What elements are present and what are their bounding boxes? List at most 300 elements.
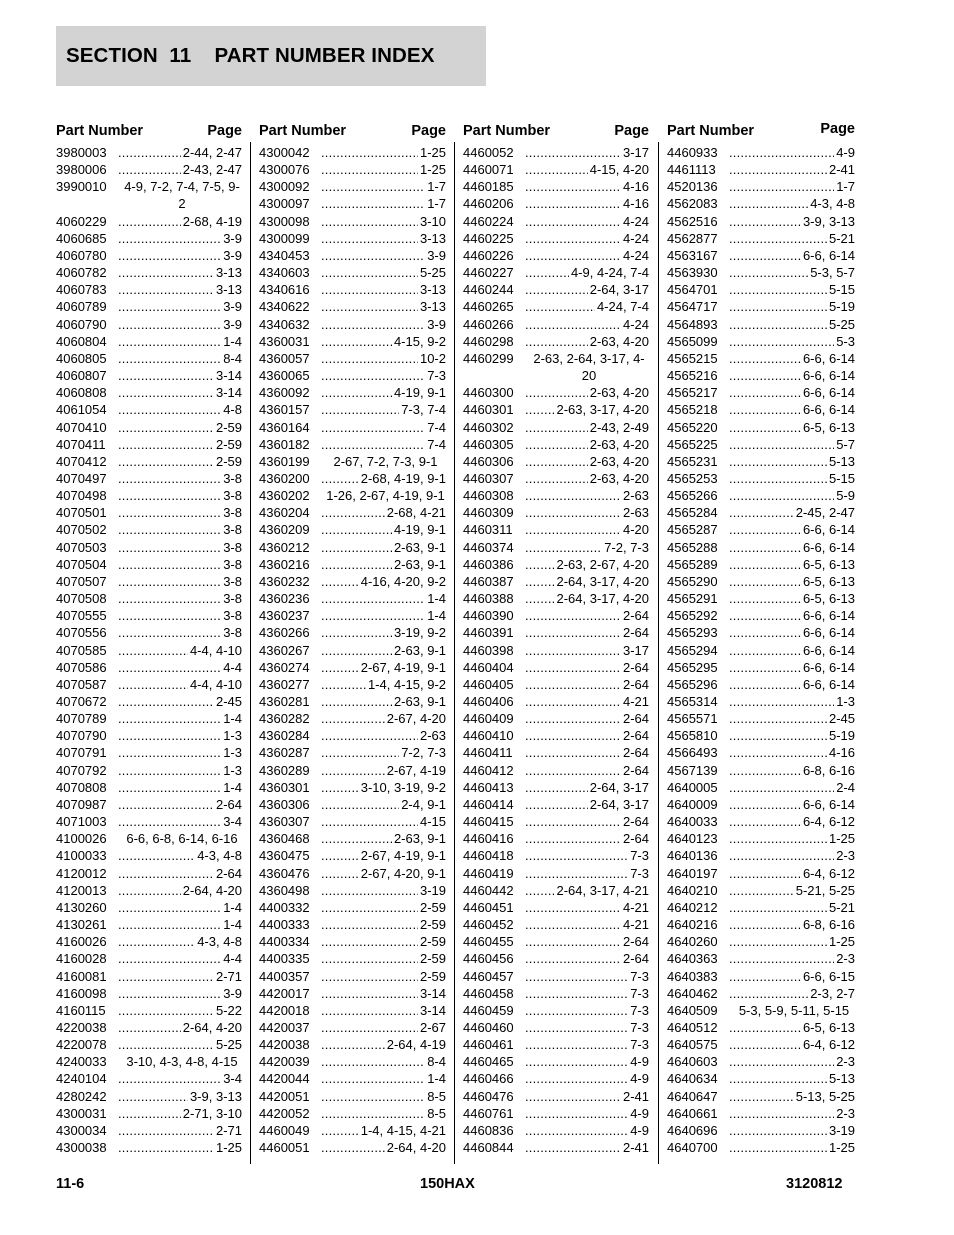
page-value: 2-64	[622, 762, 649, 778]
page-value: 6-8, 6-16	[802, 917, 855, 933]
page-reference	[525, 659, 649, 676]
index-row	[463, 899, 649, 916]
index-row	[667, 487, 855, 504]
page-reference	[729, 899, 855, 916]
dot-leader	[525, 642, 621, 659]
page-reference	[321, 590, 446, 607]
page-value: 2-63	[622, 488, 649, 504]
page-reference	[321, 693, 446, 710]
dot-leader	[321, 1019, 418, 1036]
dot-leader	[321, 779, 359, 796]
part-number: 4340622	[259, 299, 310, 315]
page-reference	[321, 436, 446, 453]
index-row	[463, 573, 649, 590]
part-number: 4070504	[56, 556, 107, 572]
index-row	[56, 144, 242, 161]
part-number: 4300099	[259, 230, 310, 246]
dot-leader	[729, 950, 834, 967]
dot-leader	[525, 813, 621, 830]
page-reference	[525, 178, 649, 195]
index-column-1	[56, 119, 242, 1156]
page-value: 2-45, 2-47	[795, 505, 855, 521]
page-reference	[525, 264, 649, 281]
index-row	[667, 419, 855, 436]
page-value: 2-63, 9-1	[393, 539, 446, 555]
section-title: PART NUMBER INDEX	[214, 44, 435, 67]
part-number: 4060229	[56, 213, 107, 229]
page-reference	[525, 916, 649, 933]
page-value: 2-63, 2-67, 4-20	[556, 556, 649, 572]
dot-leader	[525, 1053, 628, 1070]
index-row	[667, 247, 855, 264]
page-header: Page	[411, 123, 446, 139]
page-value: 4-9	[836, 145, 855, 160]
page-value: 7-3	[630, 865, 649, 881]
page-reference	[321, 899, 446, 916]
page-reference	[525, 933, 649, 950]
page-value: 2-64	[622, 814, 649, 830]
index-row	[56, 470, 242, 487]
index-row	[259, 556, 446, 573]
part-number: 4420017	[259, 985, 310, 1001]
part-number: 4360475	[259, 848, 310, 864]
index-row	[259, 624, 446, 641]
part-number: 4460442	[463, 882, 514, 898]
part-number: 4640383	[667, 968, 718, 984]
page-reference	[729, 865, 855, 882]
part-number: 4460244	[463, 282, 514, 298]
part-number: 4070792	[56, 762, 107, 778]
part-number: 4340632	[259, 316, 310, 332]
index-row	[667, 985, 855, 1002]
page-value: 3-8	[223, 573, 242, 589]
page-reference	[321, 659, 446, 676]
page-value: 1-3	[223, 728, 242, 744]
page-value: 3-8	[223, 488, 242, 504]
index-row	[463, 195, 649, 212]
part-number: 4120012	[56, 865, 107, 881]
part-number: 4220078	[56, 1037, 107, 1053]
page-reference	[525, 230, 649, 247]
page-value: 6-6, 6-14	[802, 385, 855, 401]
index-row	[463, 950, 649, 967]
part-number: 4565571	[667, 711, 718, 727]
part-number: 4070497	[56, 470, 107, 486]
page-value: 4-21	[622, 917, 649, 933]
dot-leader	[321, 247, 425, 264]
page-value: 1-25	[419, 145, 446, 160]
index-row	[463, 1070, 649, 1087]
page-value: 4-9, 4-24, 7-4	[570, 265, 649, 281]
page-value: 4-3, 4-8	[197, 934, 242, 950]
page-reference: 3-10, 4-3, 4-8, 4-15	[126, 1054, 238, 1070]
part-number: 4640575	[667, 1037, 718, 1053]
part-number: 4070507	[56, 573, 107, 589]
dot-leader	[525, 950, 621, 967]
part-number: 4460225	[463, 230, 514, 246]
index-row	[259, 1139, 446, 1156]
page-value: 2-67, 4-20	[386, 711, 446, 727]
page-value: 6-6, 6-14	[802, 522, 855, 538]
index-row	[667, 298, 855, 315]
page-value: 2-64	[622, 676, 649, 692]
page-value: 2-68, 4-19, 9-1	[360, 470, 446, 486]
page-value: 2-63, 4-20	[589, 453, 649, 469]
page-value: 2-64, 3-17, 4-20	[556, 591, 649, 607]
dot-leader	[321, 333, 392, 350]
index-row	[667, 624, 855, 641]
part-number: 4460387	[463, 573, 514, 589]
page-value: 4-4, 4-10	[189, 676, 242, 692]
page-value: 6-6, 6-14	[802, 642, 855, 658]
page-reference	[525, 624, 649, 641]
page-value: 3-19	[419, 882, 446, 898]
part-number: 4460300	[463, 385, 514, 401]
dot-leader	[321, 676, 366, 693]
page-value: 4-9	[630, 1122, 649, 1138]
page-reference	[525, 727, 649, 744]
part-number: 4565292	[667, 608, 718, 624]
page-value: 6-6, 6-14	[802, 350, 855, 366]
dot-leader	[729, 281, 827, 298]
page-reference	[729, 607, 855, 624]
dot-leader	[729, 573, 801, 590]
dot-leader	[118, 899, 221, 916]
page-reference	[525, 607, 649, 624]
page-value: 2-63, 9-1	[393, 642, 446, 658]
page-reference	[118, 144, 242, 161]
page-value: 4-16	[622, 196, 649, 212]
page-reference: 2-63, 2-64, 3-17, 4-20	[533, 350, 645, 384]
part-number: 4070502	[56, 522, 107, 538]
index-row	[667, 1139, 855, 1156]
page-value: 1-25	[419, 162, 446, 178]
part-number: 4460266	[463, 316, 514, 332]
page-value: 1-4	[223, 711, 242, 727]
dot-leader	[118, 1070, 221, 1087]
page-value: 2-63, 9-1	[393, 556, 446, 572]
page-reference	[118, 882, 242, 899]
index-row	[463, 247, 649, 264]
page-value: 3-8	[223, 556, 242, 572]
index-row	[463, 847, 649, 864]
dot-leader	[729, 642, 801, 659]
index-row	[56, 298, 242, 315]
part-number: 4460306	[463, 453, 514, 469]
index-row	[259, 247, 446, 264]
part-number: 4460391	[463, 625, 514, 641]
page-value: 5-15	[828, 282, 855, 298]
page-value: 3-13	[419, 299, 446, 315]
part-number: 4640005	[667, 779, 718, 795]
page-value: 1-7	[427, 179, 446, 195]
index-row	[56, 1070, 242, 1087]
page-value: 2-64	[622, 831, 649, 847]
part-number: 4060808	[56, 385, 107, 401]
index-row	[259, 882, 446, 899]
page-reference	[118, 1019, 242, 1036]
index-row	[259, 453, 446, 470]
page-reference	[729, 727, 855, 744]
page-reference	[525, 487, 649, 504]
part-number: 4060789	[56, 299, 107, 315]
part-number: 4060790	[56, 316, 107, 332]
part-number: 4100026	[56, 831, 107, 847]
dot-leader	[729, 384, 801, 401]
page-reference	[729, 573, 855, 590]
dot-leader	[729, 916, 801, 933]
part-number: 4360232	[259, 573, 310, 589]
part-number: 4400335	[259, 951, 310, 967]
page-reference	[118, 865, 242, 882]
part-number: 4460836	[463, 1122, 514, 1138]
page-reference	[525, 161, 649, 178]
page-value: 7-4	[427, 419, 446, 435]
dot-leader	[321, 521, 392, 538]
dot-leader	[525, 1105, 628, 1122]
index-row	[463, 779, 649, 796]
page-value: 6-6, 6-14	[802, 539, 855, 555]
page-reference	[525, 436, 649, 453]
page-value: 3-19	[828, 1122, 855, 1138]
page-reference	[321, 539, 446, 556]
dot-leader	[321, 213, 418, 230]
dot-leader	[729, 144, 834, 161]
page-reference: 1-26, 2-67, 4-19, 9-1	[326, 488, 445, 504]
dot-leader	[118, 419, 214, 436]
part-number: 4070586	[56, 659, 107, 675]
dot-leader	[321, 556, 392, 573]
index-row	[463, 813, 649, 830]
index-row	[56, 1019, 242, 1036]
index-row	[56, 573, 242, 590]
page-reference	[525, 882, 649, 899]
page-reference	[729, 710, 855, 727]
part-number: 4360468	[259, 831, 310, 847]
index-row	[463, 710, 649, 727]
page-reference	[321, 298, 446, 315]
part-number: 4060805	[56, 350, 107, 366]
index-row	[667, 178, 855, 195]
part-number: 4562877	[667, 230, 718, 246]
index-row	[259, 521, 446, 538]
dot-leader	[729, 556, 801, 573]
page-reference	[118, 1002, 242, 1019]
page-reference	[525, 213, 649, 230]
part-number: 4565284	[667, 505, 718, 521]
part-number: 4640197	[667, 865, 718, 881]
page-value: 7-3	[630, 985, 649, 1001]
dot-leader	[118, 950, 221, 967]
page-reference	[729, 1139, 855, 1156]
index-row	[463, 865, 649, 882]
page-reference	[729, 882, 855, 899]
index-row	[463, 419, 649, 436]
page-value: 3-8	[223, 470, 242, 486]
dot-leader	[729, 968, 801, 985]
page-value: 2-71	[215, 968, 242, 984]
column-header	[667, 119, 855, 139]
index-row	[667, 350, 855, 367]
index-row	[259, 744, 446, 761]
page-value: 5-3	[836, 333, 855, 349]
part-number: 4460415	[463, 814, 514, 830]
page-reference	[118, 436, 242, 453]
part-number: 4565810	[667, 728, 718, 744]
column-header	[56, 119, 242, 139]
index-row	[463, 556, 649, 573]
page-reference: 6-6, 6-8, 6-14, 6-16	[126, 831, 238, 847]
page-value: 3-14	[419, 985, 446, 1001]
page-reference	[321, 521, 446, 538]
dot-leader	[118, 693, 214, 710]
index-row	[667, 504, 855, 521]
page-reference	[729, 539, 855, 556]
page-value: 3-9	[223, 299, 242, 315]
page-reference	[321, 882, 446, 899]
index-row	[667, 195, 855, 212]
page-reference	[525, 1070, 649, 1087]
index-row	[259, 1070, 446, 1087]
dot-leader	[525, 539, 602, 556]
index-row	[56, 676, 242, 693]
page-value: 3-13	[215, 282, 242, 298]
page-value: 7-4	[427, 436, 446, 452]
dot-leader	[321, 573, 359, 590]
dot-leader	[729, 933, 827, 950]
page-reference	[118, 573, 242, 590]
page-value: 2-64	[622, 728, 649, 744]
index-row	[56, 161, 242, 178]
page-value: 5-7	[836, 436, 855, 452]
page-reference	[321, 350, 446, 367]
page-reference	[118, 624, 242, 641]
part-number: 4300097	[259, 196, 310, 212]
page-reference	[525, 830, 649, 847]
page-reference	[729, 1036, 855, 1053]
dot-leader	[118, 1105, 181, 1122]
part-number: 4300031	[56, 1105, 107, 1121]
page-reference	[118, 487, 242, 504]
dot-leader	[525, 316, 621, 333]
index-row	[463, 607, 649, 624]
part-number-header: Part Number	[667, 123, 755, 139]
dot-leader	[729, 504, 794, 521]
dot-leader	[729, 161, 827, 178]
dot-leader	[525, 659, 621, 676]
dot-leader	[118, 504, 221, 521]
dot-leader	[118, 590, 221, 607]
dot-leader	[525, 178, 621, 195]
page-value: 6-4, 6-12	[802, 814, 855, 830]
part-number: 4563930	[667, 265, 718, 281]
page-reference	[525, 195, 649, 212]
page-reference	[321, 865, 446, 882]
index-row	[667, 710, 855, 727]
page-value: 3-9	[223, 230, 242, 246]
index-row	[259, 333, 446, 350]
part-number: 4460305	[463, 436, 514, 452]
index-row	[667, 436, 855, 453]
page-value: 7-3	[630, 1002, 649, 1018]
page-value: 2-63	[622, 505, 649, 521]
index-row	[56, 247, 242, 264]
page-reference	[321, 144, 446, 161]
page-value: 7-3	[630, 1019, 649, 1035]
page-reference	[321, 1122, 446, 1139]
index-row	[259, 213, 446, 230]
page-value: 3-8	[223, 608, 242, 624]
page-reference	[118, 607, 242, 624]
index-row	[667, 590, 855, 607]
dot-leader	[729, 298, 827, 315]
part-number: 4070587	[56, 676, 107, 692]
index-row	[463, 744, 649, 761]
page-reference	[525, 521, 649, 538]
page-value: 3-9	[223, 316, 242, 332]
part-number: 4360277	[259, 676, 310, 692]
dot-leader	[729, 796, 801, 813]
page-value: 3-10, 3-19, 9-2	[360, 779, 446, 795]
part-number: 4565296	[667, 676, 718, 692]
dot-leader	[729, 419, 801, 436]
page-reference	[118, 762, 242, 779]
page-value: 2-64, 4-20	[182, 882, 242, 898]
index-row	[463, 144, 649, 161]
part-number: 4160098	[56, 985, 107, 1001]
page-value: 2-64	[215, 865, 242, 881]
part-number: 4360065	[259, 368, 310, 384]
page-reference	[118, 727, 242, 744]
page-reference	[525, 1122, 649, 1139]
index-row	[259, 1002, 446, 1019]
page-reference	[525, 281, 649, 298]
index-row	[463, 968, 649, 985]
page-value: 1-4	[223, 899, 242, 915]
part-number: 4120013	[56, 882, 107, 898]
part-number: 4460299	[463, 350, 514, 366]
index-row	[56, 1053, 242, 1070]
page-value: 1-4, 4-15, 4-21	[360, 1122, 446, 1138]
part-number: 4460227	[463, 265, 514, 281]
page-reference	[118, 213, 242, 230]
index-rows	[259, 144, 446, 1156]
page-reference	[321, 281, 446, 298]
index-row	[56, 762, 242, 779]
page-reference	[321, 264, 446, 281]
dot-leader	[525, 247, 621, 264]
page-value: 2-67, 4-19, 9-1	[360, 659, 446, 675]
page-reference	[118, 247, 242, 264]
part-number: 4565218	[667, 402, 718, 418]
index-row	[259, 1053, 446, 1070]
page-value: 4-16	[828, 745, 855, 761]
page-reference	[118, 659, 242, 676]
page-reference	[525, 899, 649, 916]
dot-leader	[321, 950, 418, 967]
page-value: 3-14	[419, 1002, 446, 1018]
index-row	[667, 865, 855, 882]
part-number: 4070501	[56, 505, 107, 521]
page-value: 2-64	[622, 659, 649, 675]
dot-leader	[729, 1036, 801, 1053]
dot-leader	[321, 1088, 425, 1105]
page-value: 2-63, 4-20	[589, 333, 649, 349]
page-value: 2-3	[836, 1105, 855, 1121]
page-reference: 5-3, 5-9, 5-11, 5-15	[738, 1002, 850, 1018]
dot-leader	[729, 1070, 827, 1087]
index-row	[667, 1053, 855, 1070]
